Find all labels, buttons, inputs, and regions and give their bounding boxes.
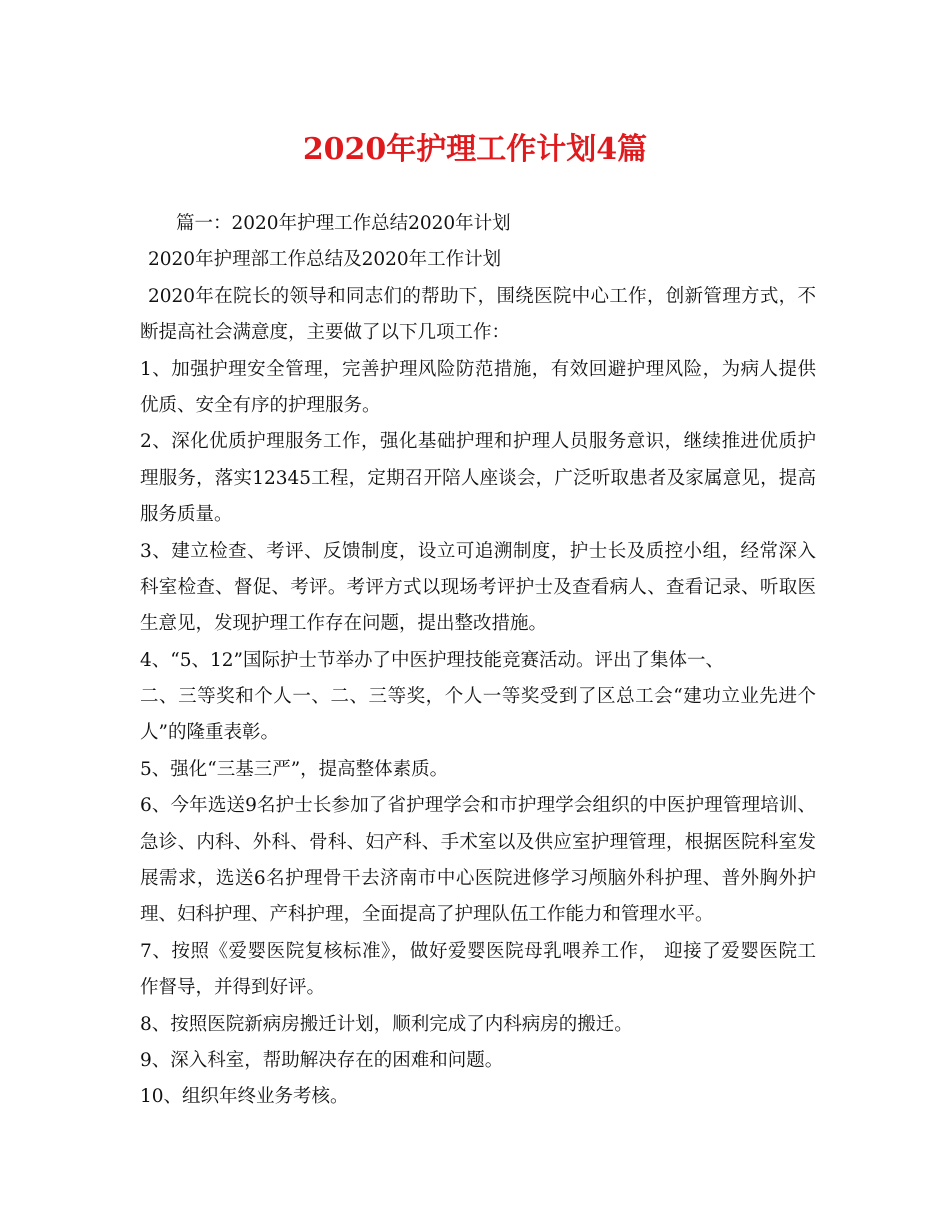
- section-heading: 篇一：2020年护理工作总结2020年计划: [176, 213, 511, 234]
- list-item-line: 作督导，并得到好评。: [140, 977, 326, 999]
- list-item-line: 2、深化优质护理服务工作，强化基础护理和护理人员服务意识，继续推进优质护: [140, 431, 816, 453]
- list-item-line: 1、加强护理安全管理，完善护理风险防范措施，有效回避护理风险，为病人提供: [140, 358, 816, 380]
- paragraph-line: 断提高社会满意度，主要做了以下几项工作：: [140, 322, 511, 344]
- list-item-line: 8、按照医院新病房搬迁计划，顺利完成了内科病房的搬迁。: [140, 1013, 633, 1035]
- list-item-line: 人”的隆重表彰。: [140, 722, 279, 744]
- list-item-line: 生意见，发现护理工作存在问题，提出整改措施。: [140, 613, 548, 635]
- list-item-line: 10、组织年终业务考核。: [140, 1086, 349, 1108]
- document-title: 2020年护理工作计划4篇: [302, 132, 648, 167]
- list-item-line: 二、三等奖和个人一、二、三等奖，个人一等奖受到了区总工会“建功立业先进个: [140, 686, 816, 708]
- list-item-line: 急诊、内科、外科、骨科、妇产科、手术室以及供应室护理管理，根据医院科室发: [140, 831, 816, 853]
- list-item-line: 4、“5、12”国际护士节举办了中医护理技能竞赛活动。评出了集体一、: [140, 649, 724, 671]
- list-item-line: 6、今年选送9名护士长参加了省护理学会和市护理学会组织的中医护理管理培训、: [140, 795, 816, 817]
- list-item-line: 7、按照《爱婴医院复核标准》，做好爱婴医院母乳喂养工作， 迎接了爱婴医院工: [140, 940, 816, 962]
- list-item-line: 科室检查、督促、考评。考评方式以现场考评护士及查看病人、查看记录、听取医: [140, 576, 816, 598]
- subheading: 2020年护理部工作总结及2020年工作计划: [148, 249, 502, 271]
- list-item-line: 9、深入科室，帮助解决存在的困难和问题。: [140, 1049, 504, 1071]
- list-item-line: 理、妇科护理、产科护理，全面提高了护理队伍工作能力和管理水平。: [140, 904, 714, 926]
- list-item-line: 3、建立检查、考评、反馈制度，设立可追溯制度，护士长及质控小组，经常深入: [140, 540, 816, 562]
- list-item-line: 5、强化“三基三严”，提高整体素质。: [140, 758, 449, 780]
- document-body: [140, 206, 816, 1116]
- list-item-line: 优质、安全有序的护理服务。: [140, 394, 381, 416]
- list-item-line: 理服务，落实12345工程，定期召开陪人座谈会，广泛听取患者及家属意见，提高: [140, 467, 816, 489]
- list-item-line: 展需求，选送6名护理骨干去济南市中心医院进修学习颅脑外科护理、普外胸外护: [140, 868, 816, 890]
- list-item-line: 服务质量。: [140, 504, 233, 526]
- paragraph-line: 2020年在院长的领导和同志们的帮助下，围绕医院中心工作，创新管理方式，不: [148, 285, 816, 307]
